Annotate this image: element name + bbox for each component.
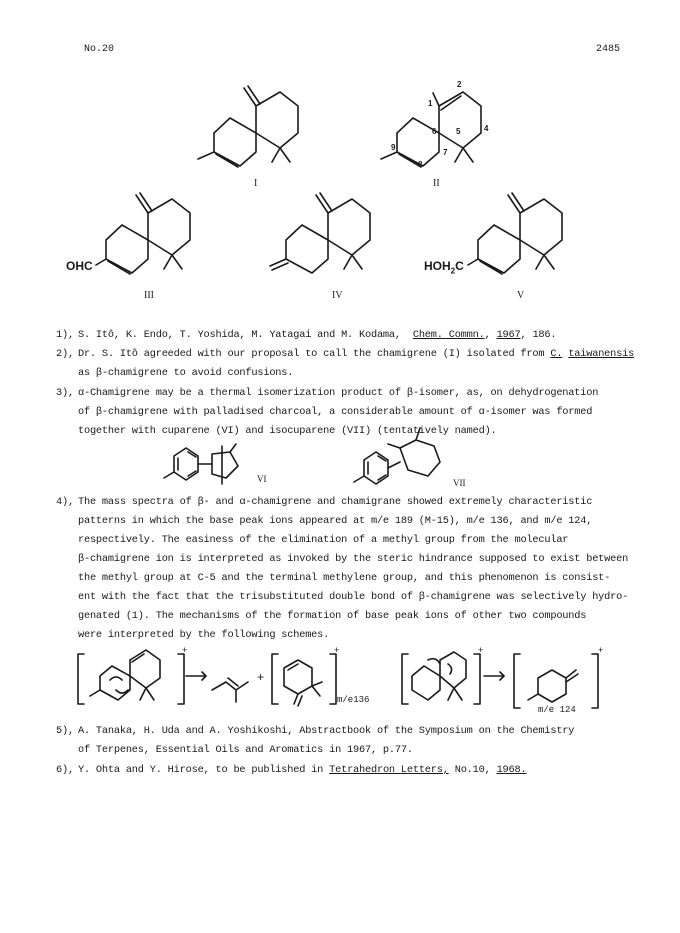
charge-3: + [478, 646, 484, 656]
structure-V [468, 193, 562, 274]
scheme-ion-3 [402, 652, 480, 704]
scheme-ion-4 [514, 654, 598, 708]
journal-issue: No.20 [84, 44, 115, 55]
label-V: V [517, 290, 525, 301]
isoprene [212, 678, 248, 702]
atom-number-8: 8 [418, 160, 423, 169]
group-ohc: OHC [66, 259, 93, 273]
label-VI: VI [257, 474, 267, 484]
atom-number-1: 1 [428, 99, 433, 108]
plus-sign: + [257, 671, 265, 685]
label-I: I [254, 178, 258, 189]
mz-136: m/e136 [337, 695, 370, 705]
structure-I [198, 86, 298, 167]
scheme-ion-2 [272, 654, 336, 706]
reference-4: 4), The mass spectra of β- and α-chamigrene and chamigrane showed extremely characteristic patterns in which the base peak ions appeared at m/e 189 (M-15), m/e 136, and m/e 124, respectively. The easiness of the elimination of a methyl group from the molecular β-chamigrene ion is interpreted as invoked by the steric hindrance supposed to exist between the methyl group at C-5 and the terminal methylene group, and this phenomenon is consist- ent with the fact that the trisubstituted double bond of β-chamigrene was selectively hydro- genated (1). The mechanisms of the formation of base peak ions of other two compounds were interpreted by the following schemes. [56, 496, 629, 641]
charge-4: + [598, 646, 604, 656]
label-II: II [433, 178, 440, 189]
label-VII: VII [453, 478, 466, 488]
label-III: III [144, 290, 154, 301]
group-hoh2c: $HOH_2C$ [424, 259, 464, 276]
atom-number-6: 6 [432, 127, 437, 136]
scheme-arrow-2 [484, 672, 504, 680]
reference-2: 2), Dr. S. Itô agreeded with our proposal to call the chamigrene (I) isolated from C. taiwanensis as β-chamigrene to avoid confusions. [56, 348, 635, 379]
mz-124: m/e 124 [538, 705, 576, 715]
charge-2: + [334, 646, 340, 656]
atom-number-4: 4 [484, 124, 489, 133]
scheme-arrow-1 [186, 672, 206, 680]
page-number: 2485 [596, 44, 621, 55]
atom-number-7: 7 [443, 148, 448, 157]
reference-1: 1), S. Itô, K. Endo, T. Yoshida, M. Yatagai and M. Kodama, Chem. Commn., 1967, 186. [56, 329, 557, 341]
atom-number-2: 2 [457, 80, 462, 89]
charge-1: + [182, 646, 188, 656]
reference-5: 5), A. Tanaka, H. Uda and A. Yoshikoshi, Abstractbook of the Symposium on the Chemistry of Terpenes, Essential Oils and Aromatics in 1967, p.77. [56, 725, 575, 756]
atom-number-5: 5 [456, 127, 461, 136]
structure-VI [164, 444, 238, 484]
atom-number-9: 9 [391, 143, 396, 152]
reference-6: 6), Y. Ohta and Y. Hirose, to be published in Tetrahedron Letters, No.10, 1968. [56, 764, 527, 776]
label-IV: IV [332, 290, 343, 301]
structure-III [96, 193, 190, 274]
reference-3: 3), α-Chamigrene may be a thermal isomerization product of β-isomer, as, on dehydrogenation of β-chamigrene with palladised charcoal, a considerable amount of α-isomer was formed together with cuparene (VI) and isocuparene (VII) (tentatively named). [56, 387, 599, 437]
scheme-ion-1 [78, 650, 184, 704]
structure-IV [270, 193, 370, 273]
